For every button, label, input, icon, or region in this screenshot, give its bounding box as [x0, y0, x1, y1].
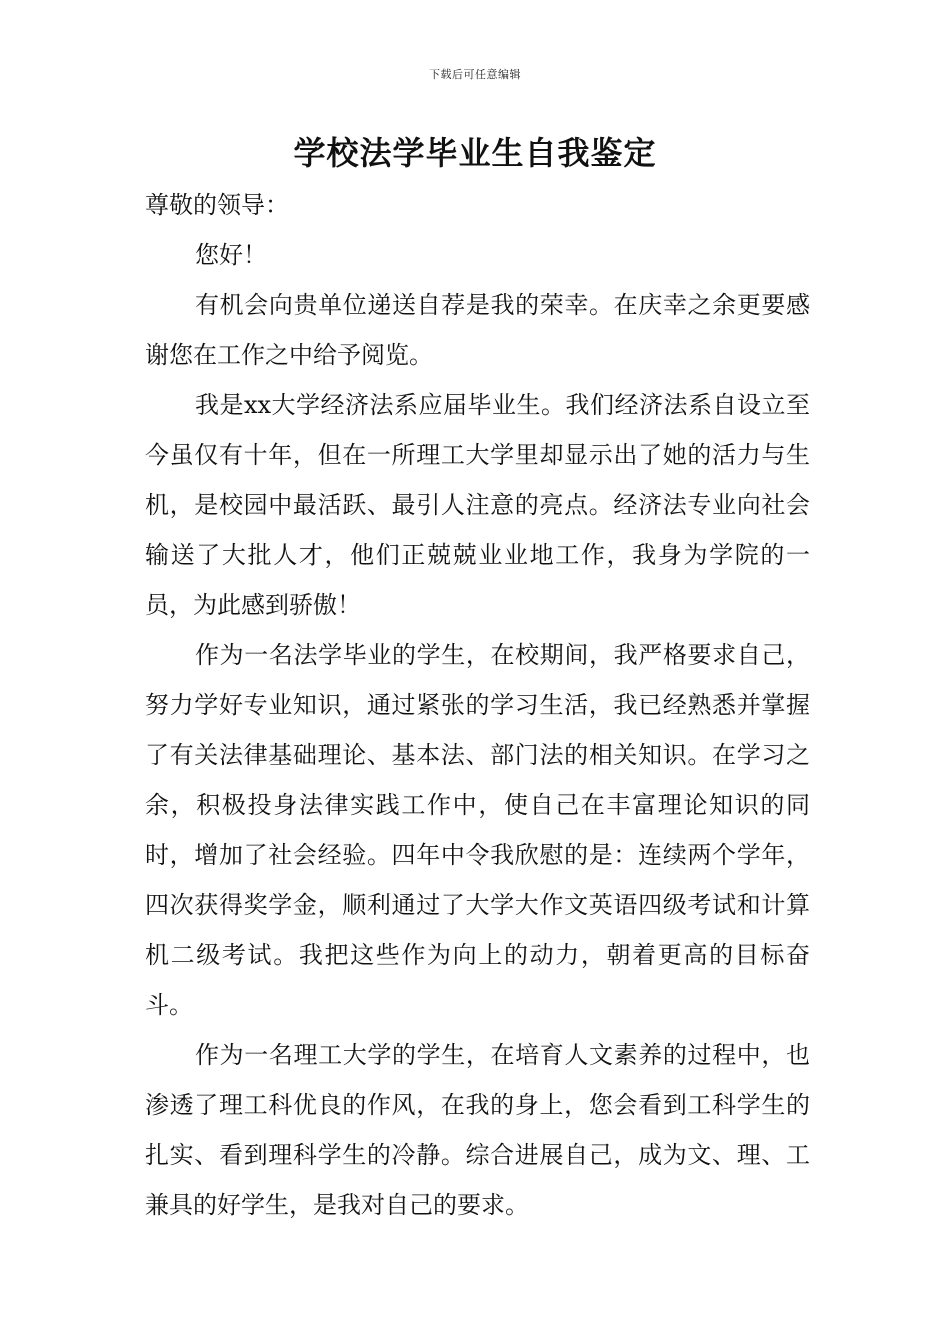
header-note: 下载后可任意编辑: [429, 68, 521, 81]
greeting: 您好！: [195, 241, 267, 269]
paragraph-4: 作为一名理工大学的学生，在培育人文素养的过程中，也渗透了理工科优良的作风，在我的身上，您会看到工科学生的扎实、看到理科学生的冷静。综合进展自己，成为文、理、工兼具的好学生，是我对自己的要求。: [145, 1041, 810, 1219]
paragraph-3: 作为一名法学毕业的学生，在校期间，我严格要求自己，努力学好专业知识，通过紧张的学习生活，我已经熟悉并掌握了有关法律基础理论、基本法、部门法的相关知识。在学习之余，积极投身法律实践工作中，使自己在丰富理论知识的同时，增加了社会经验。四年中令我欣慰的是：连续两个学年，四次获得奖学金，顺利通过了大学大作文英语四级考试和计算机二级考试。我把这些作为向上的动力，朝着更高的目标奋斗。: [145, 641, 810, 1019]
document-title: 学校法学毕业生自我鉴定: [293, 134, 657, 172]
paragraph-2: 我是xx大学经济法系应届毕业生。我们经济法系自设立至今虽仅有十年，但在一所理工大学里却显示出了她的活力与生机，是校园中最活跃、最引人注意的亮点。经济法专业向社会输送了大批人才，他们正兢兢业业地工作，我身为学院的一员，为此感到骄傲！: [145, 391, 810, 619]
paragraph-1: 有机会向贵单位递送自荐是我的荣幸。在庆幸之余更要感谢您在工作之中给予阅览。: [145, 291, 810, 369]
document-body: [145, 180, 810, 1230]
salutation: 尊敬的领导：: [145, 191, 289, 219]
